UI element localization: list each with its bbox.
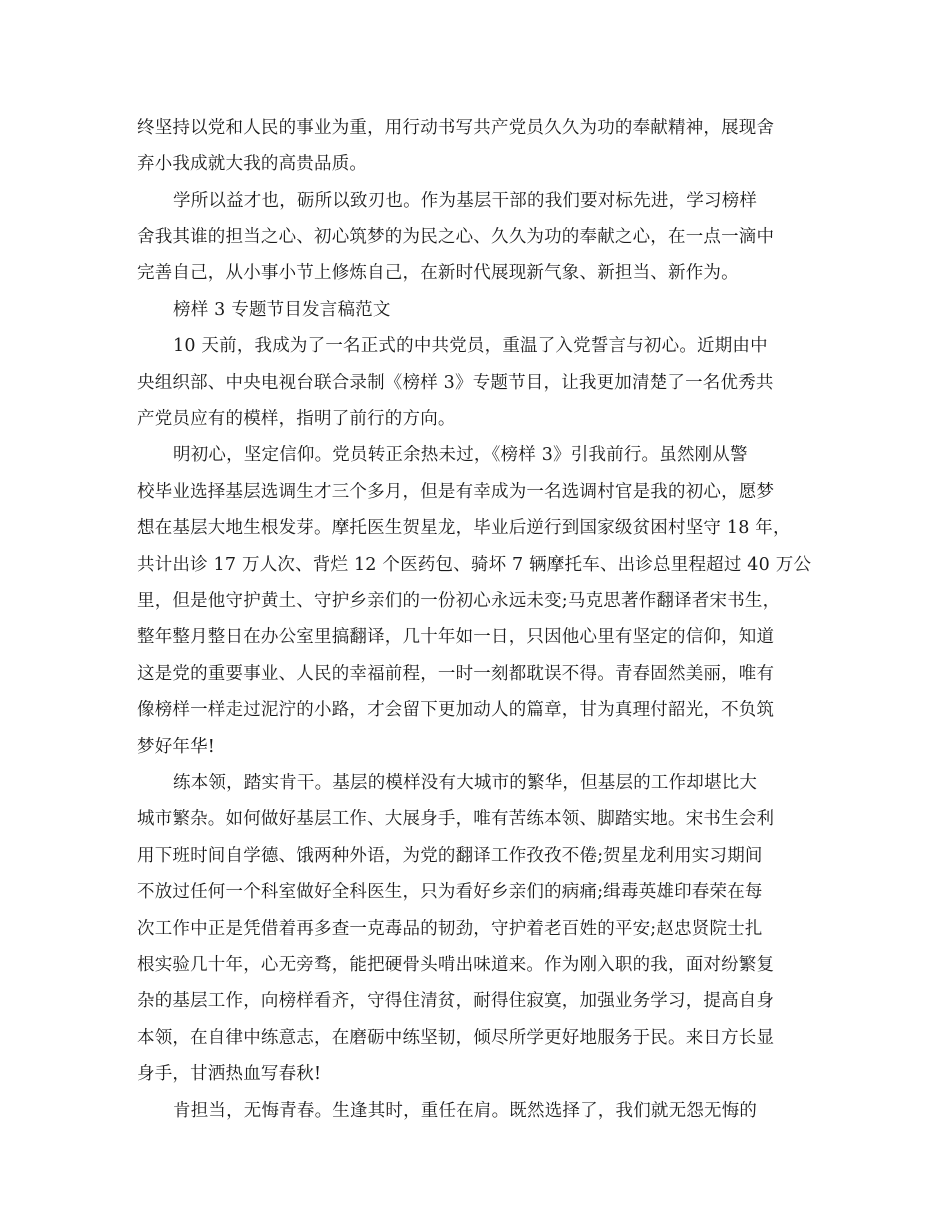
text-line: 肯担当，无悔青春。生逢其时，重任在肩。既然选择了，我们就无怨无悔的 — [173, 1101, 758, 1121]
text-line: 明初心，坚定信仰。党员转正余热未过，《榜样 3》引我前行。虽然刚从警 — [173, 445, 748, 465]
text-line: 里，但是他守护黄土、守护乡亲们的一份初心永远未变;马克思著作翻译者宋书生， — [137, 591, 781, 611]
text-line: 用下班时间自学德、饿两种外语，为党的翻译工作孜孜不倦;贺星龙利用实习期间 — [137, 846, 763, 866]
text-line: 不放过任何一个科室做好全科医生，只为看好乡亲们的病痛;缉毒英雄印春荣在每 — [137, 882, 763, 902]
text-line: 10 天前，我成为了一名正式的中共党员，重温了入党誓言与初心。近期由中 — [173, 336, 768, 356]
section-heading: 榜样 3 专题节目发言稿范文 — [173, 300, 391, 320]
text-line: 产党员应有的模样，指明了前行的方向。 — [137, 409, 456, 429]
text-line: 本领，在自律中练意志，在磨砺中练坚韧，倾尽所学更好地服务于民。来日方长显 — [137, 1028, 775, 1048]
text-line: 梦好年华! — [137, 737, 216, 757]
text-line: 弃小我成就大我的高贵品质。 — [137, 154, 368, 174]
text-line: 杂的基层工作，向榜样看齐，守得住清贫，耐得住寂寞，加强业务学习，提高自身 — [137, 991, 775, 1011]
text-line: 根实验几十年，心无旁骛，能把硬骨头啃出味道来。作为刚入职的我，面对纷繁复 — [137, 955, 775, 975]
text-line: 央组织部、中央电视台联合录制《榜样 3》专题节目，让我更加清楚了一名优秀共 — [137, 373, 774, 393]
text-line: 舍我其谁的担当之心、初心筑梦的为民之心、久久为功的奉献之心，在一点一滴中 — [137, 227, 775, 247]
text-line: 校毕业选择基层选调生才三个多月，但是有幸成为一名选调村官是我的初心，愿梦 — [137, 482, 775, 502]
text-line: 次工作中正是凭借着再多查一克毒品的韧劲，守护着老百姓的平安;赵忠贤院士扎 — [137, 919, 763, 939]
text-line: 整年整月整日在办公室里搞翻译，几十年如一日，只因他心里有坚定的信仰，知道 — [137, 627, 775, 647]
text-line: 终坚持以党和人民的事业为重，用行动书写共产党员久久为功的奉献精神，展现舍 — [137, 118, 775, 138]
text-line: 像榜样一样走过泥泞的小路，才会留下更加动人的篇章，甘为真理付韶光，不负筑 — [137, 700, 775, 720]
text-line: 城市繁杂。如何做好基层工作、大展身手，唯有苦练本领、脚踏实地。宋书生会利 — [137, 809, 775, 829]
text-line: 完善自己，从小事小节上修炼自己，在新时代展现新气象、新担当、新作为。 — [137, 263, 739, 283]
text-line: 共计出诊 17 万人次、背烂 12 个医药包、骑坏 7 辆摩托车、出诊总里程超过 40 万公 — [137, 555, 812, 575]
text-line: 这是党的重要事业、人民的幸福前程，一时一刻都耽误不得。青春固然美丽，唯有 — [137, 664, 775, 684]
text-line: 练本领，踏实肯干。基层的模样没有大城市的繁华，但基层的工作却堪比大 — [173, 773, 758, 793]
text-line: 学所以益才也，砺所以致刃也。作为基层干部的我们要对标先进，学习榜样 — [173, 191, 758, 211]
text-line: 身手，甘洒热血写春秋! — [137, 1064, 322, 1084]
text-line: 想在基层大地生根发芽。摩托医生贺星龙，毕业后逆行到国家级贫困村坚守 18 年， — [137, 518, 791, 538]
